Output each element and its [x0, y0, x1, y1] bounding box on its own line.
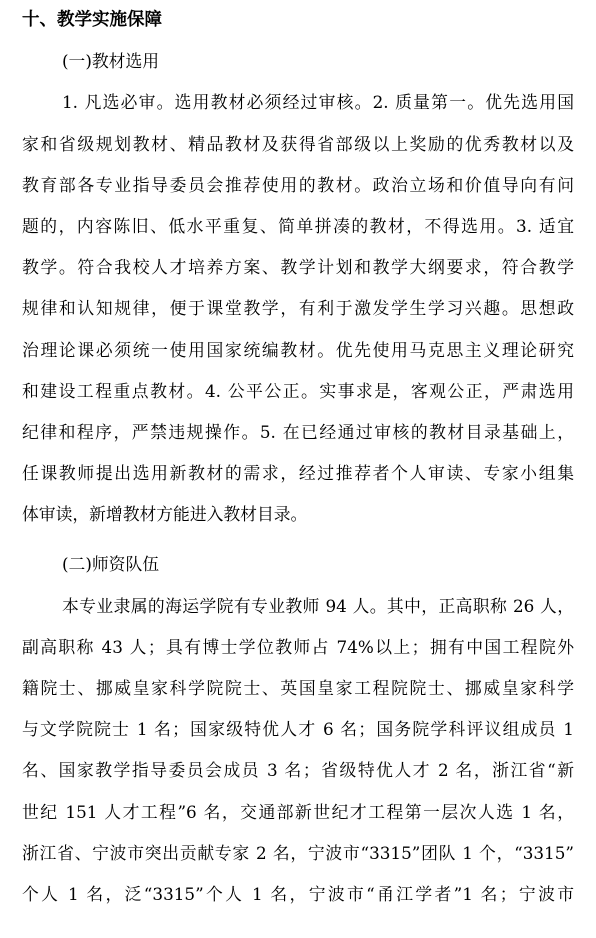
document-page	[22, 0, 574, 915]
text-line: 体审读，新增教材方能进入教材目录。	[22, 504, 308, 525]
text-line: 本专业隶属的海运学院有专业教师 94 人。其中，正高职称 26 人，	[62, 595, 574, 616]
text-line: 1. 凡选必审。选用教材必须经过审核。2. 质量第一。优先选用国	[62, 92, 574, 113]
text-line: 任课教师提出选用新教材的需求，经过推荐者个人审读、专家小组集	[22, 463, 574, 484]
text-line: 治理论课必须统一使用国家统编教材。优先使用马克思主义理论研究	[22, 339, 574, 360]
paragraph	[22, 586, 574, 916]
text-line: 副高职称 43 人；具有博士学位教师占 74%以上；拥有中国工程院外	[22, 636, 574, 657]
text-line: 名、国家教学指导委员会成员 3 名；省级特优人才 2 名，浙江省“新	[22, 760, 574, 781]
text-line: 与文学院院士 1 名；国家级特优人才 6 名；国务院学科评议组成员 1	[22, 719, 574, 740]
subsection-faculty	[22, 544, 574, 915]
subsection-heading: (一)教材选用	[62, 51, 160, 72]
subsection-textbook-selection	[22, 41, 574, 535]
text-line: 浙江省、宁波市突出贡献专家 2 名，宁波市“3315”团队 1 个，“3315”	[22, 842, 574, 863]
text-line: 个人 1 名，泛“3315”个人 1 名，宁波市“甬江学者”1 名；宁波市	[22, 883, 574, 904]
text-line: 纪律和程序，严禁违规操作。5. 在已经通过审核的教材目录基础上，	[22, 421, 574, 442]
paragraph	[22, 82, 574, 535]
subsection-heading: (二)师资队伍	[62, 554, 160, 575]
text-line: 题的，内容陈旧、低水平重复、简单拼凑的教材，不得选用。3. 适宜	[22, 215, 574, 236]
text-line: 世纪 151 人才工程”6 名，交通部新世纪才工程第一层次人选 1 名，	[22, 801, 574, 822]
section-heading: 十、教学实施保障	[22, 10, 162, 30]
text-line: 教育部各专业指导委员会推荐使用的教材。政治立场和价值导向有问	[22, 174, 574, 195]
text-line: 籍院士、挪威皇家科学院院士、英国皇家工程院院士、挪威皇家科学	[22, 678, 574, 698]
text-line: 家和省级规划教材、精品教材及获得省部级以上奖励的优秀教材以及	[22, 133, 574, 154]
text-line: 规律和认知规律，便于课堂教学，有利于激发学生学习兴趣。思想政	[22, 298, 574, 319]
text-line: 和建设工程重点教材。4. 公平公正。实事求是，客观公正，严肃选用	[22, 380, 574, 401]
text-line: 教学。符合我校人才培养方案、教学计划和教学大纲要求，符合教学	[22, 257, 574, 278]
